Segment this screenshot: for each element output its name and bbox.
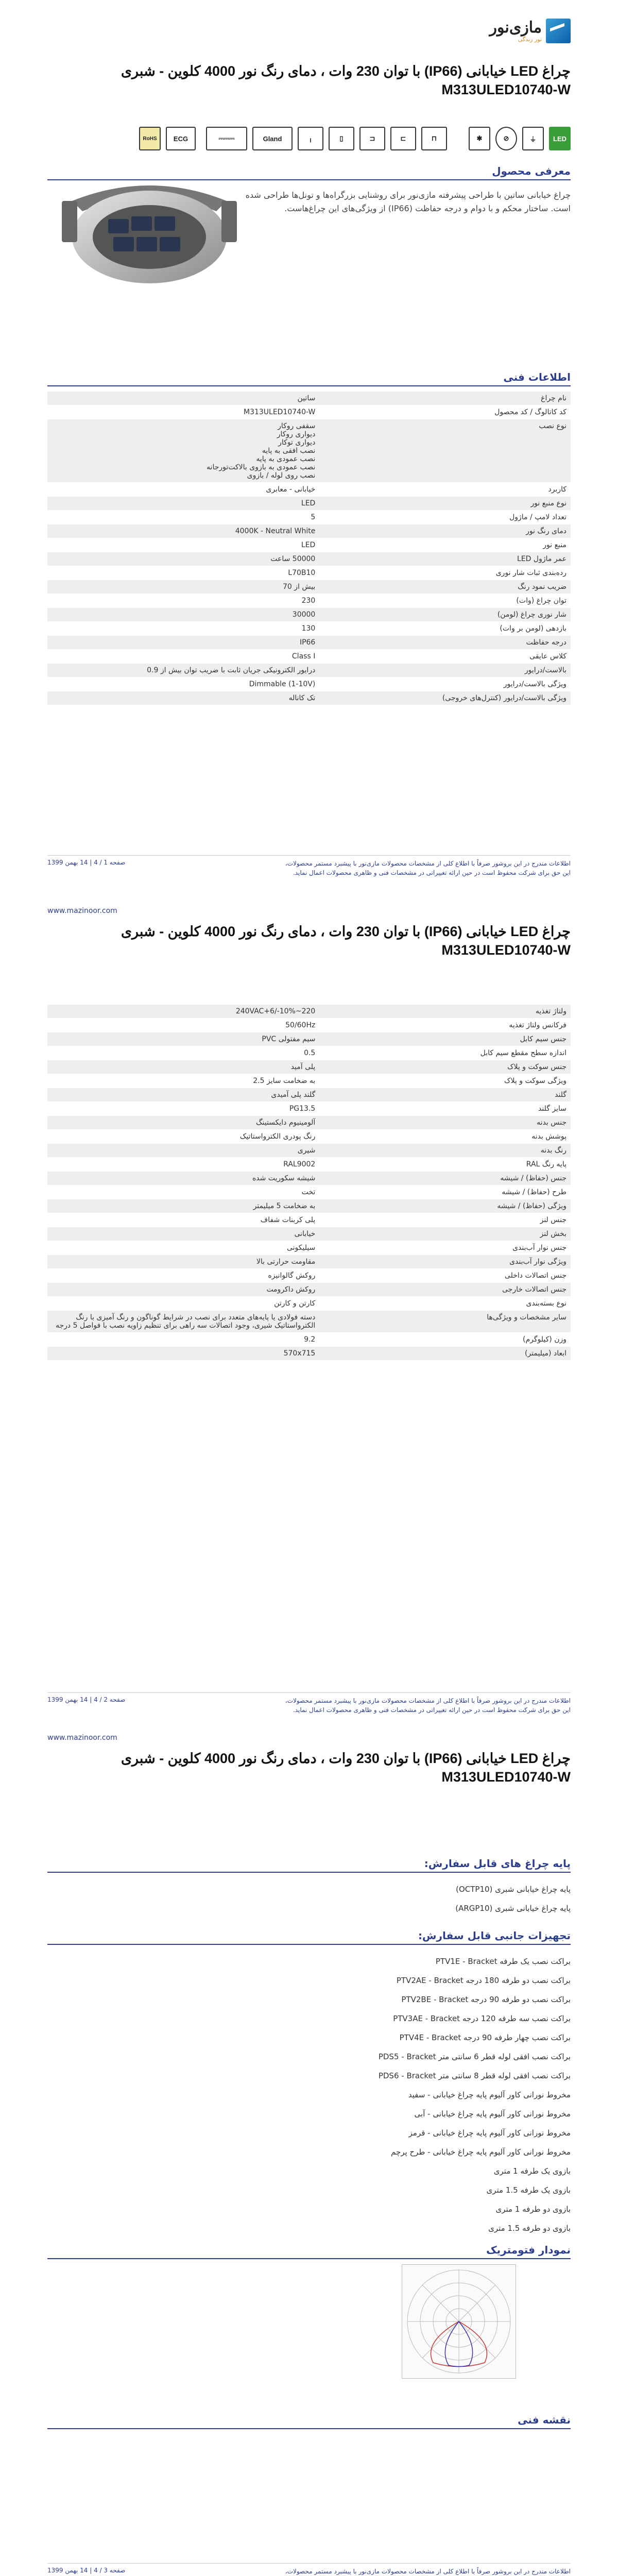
brand-logo xyxy=(457,15,571,46)
spec-row xyxy=(47,1185,571,1199)
list-item: براکت نصب دو طرفه 180 درجه PTV2AE - Bracket xyxy=(396,1976,571,1985)
spec-row xyxy=(47,677,571,691)
spec-value: 9.2 xyxy=(47,1333,319,1347)
spec-key: طرح (حفاظ) / شیشه xyxy=(319,1185,571,1199)
product-image xyxy=(52,165,247,299)
spec-value: 570x715 xyxy=(47,1347,319,1361)
spec-value: روکش داکرومت xyxy=(47,1283,319,1297)
mounting-ceiling-icon: ⊓ xyxy=(421,127,447,150)
spec-value: پلی آمید xyxy=(47,1060,319,1074)
spec-row xyxy=(47,1116,571,1130)
spec-key: جنس اتصالات داخلی xyxy=(319,1269,571,1283)
list-item: بازوی یک طرفه 1 متری xyxy=(493,2166,571,2176)
list-item: بازوی دو طرفه 1 متری xyxy=(495,2205,571,2214)
spec-row xyxy=(47,1333,571,1347)
base-order-heading: پایه چراغ های قابل سفارش: xyxy=(47,1857,571,1873)
spec-row xyxy=(47,566,571,580)
spec-row xyxy=(47,1241,571,1255)
list-item: براکت نصب چهار طرفه 90 درجه PTV4E - Bracket xyxy=(399,2033,571,2042)
spec-value: LED xyxy=(47,497,319,511)
spec-key: بالاست/درایور xyxy=(319,664,571,677)
spec-table-1 xyxy=(47,392,571,705)
spec-row xyxy=(47,650,571,664)
brand-name: مازی‌نور xyxy=(489,19,542,37)
spec-key: منبع نور xyxy=(319,538,571,552)
spec-row xyxy=(47,1102,571,1116)
spec-key: نام چراغ xyxy=(319,392,571,405)
spec-key: پوشش بدنه xyxy=(319,1130,571,1144)
spec-key: رده‌بندی ثبات شار نوری xyxy=(319,566,571,580)
spec-row xyxy=(47,1005,571,1019)
spec-value: 4000K - Neutral White xyxy=(47,524,319,538)
spec-key: بازدهی (لومن بر وات) xyxy=(319,622,571,636)
gland-icon: Gland xyxy=(252,127,293,150)
spec-value: کارتن و کارتن xyxy=(47,1297,319,1311)
spec-row xyxy=(47,511,571,524)
spec-row xyxy=(47,1158,571,1172)
spec-key: تعداد لامپ / ماژول xyxy=(319,511,571,524)
spec-row xyxy=(47,1074,571,1088)
spec-row xyxy=(47,1046,571,1060)
spec-value: به ضخامت 5 میلیمتر xyxy=(47,1199,319,1213)
spec-row xyxy=(47,1144,571,1158)
spec-key: جنس سوکت و پلاک xyxy=(319,1060,571,1074)
spec-value: بیش از 70 xyxy=(47,580,319,594)
spec-row xyxy=(47,691,571,705)
product-title: چراغ LED خیابانی (IP66) با توان 230 وات ، دمای رنگ نور 4000 کلوین - شبری M313ULED10740-W xyxy=(121,1751,571,1785)
list-item: پایه چراغ خیابانی شبری (ARGP10) xyxy=(455,1904,571,1913)
page-number: صفحه 1 / 4 | 14 بهمن 1399 xyxy=(47,859,126,866)
spec-value: سقفی روکار دیواری روکار دیواری توکار نصب افقی به پایه نصب عمودی به پایه نصب عمودی به بازوی بالاکت‌تورجانه نصب روی لوله / بازوی xyxy=(47,419,319,483)
spec-value: تخت xyxy=(47,1185,319,1199)
spec-row xyxy=(47,1130,571,1144)
mounting-wall-icon: ⊐ xyxy=(390,127,416,150)
spec-value: 30000 xyxy=(47,608,319,622)
drawing-heading: نقشه فنی xyxy=(47,2414,571,2429)
spec-row xyxy=(47,1347,571,1361)
spec-row xyxy=(47,608,571,622)
spec-key: ویژگی نوار آب‌بندی xyxy=(319,1255,571,1269)
spec-key: شار نوری چراغ (لومن) xyxy=(319,608,571,622)
photometric-chart xyxy=(402,2264,516,2379)
spec-row xyxy=(47,1213,571,1227)
list-item: براکت نصب افقی لوله قطر 6 سانتی متر PDS5 - Bracket xyxy=(378,2052,571,2061)
spec-value: Dimmable (1-10V) xyxy=(47,677,319,691)
product-title: چراغ LED خیابانی (IP66) با توان 230 وات ، دمای رنگ نور 4000 کلوین - شبری M313ULED10740-W xyxy=(121,63,571,97)
spec-table-2 xyxy=(47,1005,571,1361)
tech-heading: اطلاعات فنی xyxy=(47,371,571,386)
spec-key: کاربرد xyxy=(319,483,571,497)
spec-row xyxy=(47,1227,571,1241)
intro-heading: معرفی محصول xyxy=(47,165,571,180)
base-order-list xyxy=(262,1880,571,1918)
spec-key: ضریب نمود رنگ xyxy=(319,580,571,594)
page-2 xyxy=(0,907,618,1762)
footer-note: اطلاعات مندرج در این بروشور صرفاً با اطلاع کلی از مشخصات محصولات مازی‌نور با پیشبرد مستمر محصولات، این حق برای شرکت محفوظ است در حین ارائه تغییراتی در مشخصات فنی و ظاهری محصولات اعمال نماید. xyxy=(285,860,571,876)
spec-key: عمر ماژول LED xyxy=(319,552,571,566)
spec-key: بخش لنز xyxy=(319,1227,571,1241)
spec-row xyxy=(47,419,571,483)
spec-row xyxy=(47,636,571,650)
spec-value: مقاومت حرارتی بالا xyxy=(47,1255,319,1269)
page-number: صفحه 3 / 4 | 14 بهمن 1399 xyxy=(47,2567,126,2574)
site-url[interactable]: www.mazinoor.com xyxy=(47,907,117,915)
spec-key: دمای رنگ نور xyxy=(319,524,571,538)
spec-key: نوع بسته‌بندی xyxy=(319,1297,571,1311)
spec-key: رنگ بدنه xyxy=(319,1144,571,1158)
spec-value: 220~240VAC+6/-10% xyxy=(47,1005,319,1019)
led-icon: LED xyxy=(549,127,571,150)
list-item: براکت نصب یک طرفه PTV1E - Bracket xyxy=(435,1957,571,1966)
spec-key: جنس اتصالات خارجی xyxy=(319,1283,571,1297)
spec-value: خیابانی xyxy=(47,1227,319,1241)
class1-icon: ✱ xyxy=(469,127,490,150)
cable-icon: ⎓⎓⎓ xyxy=(206,127,247,150)
spec-key: ویژگی (حفاظ) / شیشه xyxy=(319,1199,571,1213)
spec-key: وزن (کیلوگرم) xyxy=(319,1333,571,1347)
page-footer-2 xyxy=(47,1692,571,1724)
rohs-icon: RoHS xyxy=(139,127,161,150)
spec-row xyxy=(47,1172,571,1185)
spec-value: شیشه سکوریت شده xyxy=(47,1172,319,1185)
list-item: بازوی دو طرفه 1.5 متری xyxy=(488,2224,571,2233)
spec-value: L70B10 xyxy=(47,566,319,580)
spec-value: 230 xyxy=(47,594,319,608)
list-item: مخروط نورانی کاور آلیوم پایه چراغ خیابانی - سفید xyxy=(408,2090,571,2099)
product-title: چراغ LED خیابانی (IP66) با توان 230 وات ، دمای رنگ نور 4000 کلوین - شبری M313ULED10740-W xyxy=(121,924,571,958)
spec-value: 0.5 xyxy=(47,1046,319,1060)
spec-key: جنس بدنه xyxy=(319,1116,571,1130)
page-number: صفحه 2 / 4 | 14 بهمن 1399 xyxy=(47,1696,126,1703)
page-1 xyxy=(0,0,618,907)
footer-note: اطلاعات مندرج در این بروشور صرفاً با اطلاع کلی از مشخصات محصولات مازی‌نور با پیشبرد مستمر محصولات، xyxy=(285,2568,571,2575)
spec-key: ویژگی بالاست/درایور (کنترل‌های خروجی) xyxy=(319,691,571,705)
spec-value: 5 xyxy=(47,511,319,524)
list-item: پایه چراغ خیابانی شبری (OCTP10) xyxy=(456,1885,571,1894)
spec-value: به ضخامت سایز 2.5 xyxy=(47,1074,319,1088)
spec-value: PG13.5 xyxy=(47,1102,319,1116)
spec-value: RAL9002 xyxy=(47,1158,319,1172)
spec-value: روکش گالوانیزه xyxy=(47,1269,319,1283)
spec-value: 50/60Hz xyxy=(47,1019,319,1032)
list-item: براکت نصب دو طرفه 90 درجه PTV2BE - Bracket xyxy=(401,1995,571,2004)
spec-value: پلی کربنات شفاف xyxy=(47,1213,319,1227)
spec-key: سایر مشخصات و ویژگی‌ها xyxy=(319,1311,571,1333)
spec-row xyxy=(47,524,571,538)
ecg-icon: ECG xyxy=(166,127,196,150)
mounting-vertical-icon: ▯ xyxy=(329,127,354,150)
spec-key: ابعاد (میلیمتر) xyxy=(319,1347,571,1361)
spec-value: گلند پلی آمیدی xyxy=(47,1088,319,1102)
spec-row xyxy=(47,483,571,497)
accessories-heading: تجهیزات جانبی قابل سفارش: xyxy=(47,1929,571,1945)
spec-value: شیری xyxy=(47,1144,319,1158)
spec-row xyxy=(47,1019,571,1032)
spec-row xyxy=(47,552,571,566)
spec-key: ویژگی سوکت و پلاک xyxy=(319,1074,571,1088)
spec-value: خیابانی - معابری xyxy=(47,483,319,497)
spec-key: نوع منبع نور xyxy=(319,497,571,511)
accessories-list xyxy=(262,1952,571,2238)
spec-key: جنس لنز xyxy=(319,1213,571,1227)
spec-row xyxy=(47,392,571,405)
mounting-pole-icon: ⊏ xyxy=(359,127,385,150)
spec-key: سایز گلند xyxy=(319,1102,571,1116)
list-item: مخروط نورانی کاور آلیوم پایه چراغ خیابانی - آبی xyxy=(414,2109,571,2119)
spec-key: پایه رنگ RAL xyxy=(319,1158,571,1172)
spec-key: اندازه سطح مقطع سیم کابل xyxy=(319,1046,571,1060)
brand-mark-icon xyxy=(546,19,571,43)
spec-key: نوع نصب xyxy=(319,419,571,483)
page-footer-1 xyxy=(47,855,571,887)
spec-value: ساتین xyxy=(47,392,319,405)
spec-key: جنس سیم کابل xyxy=(319,1032,571,1046)
spec-row xyxy=(47,1032,571,1046)
footer-note: اطلاعات مندرج در این بروشور صرفاً با اطلاع کلی از مشخصات محصولات مازی‌نور با پیشبرد مستمر محصولات، این حق برای شرکت محفوظ است در حین ارائه تغییراتی در مشخصات فنی و ظاهری محصولات اعمال نماید. xyxy=(285,1697,571,1714)
spec-value: IP66 xyxy=(47,636,319,650)
brand-tagline: نور زندگی xyxy=(518,36,542,43)
spec-key: کلاس عایقی xyxy=(319,650,571,664)
list-item: براکت نصب سه طرفه 120 درجه PTV3AE - Bracket xyxy=(393,2014,571,2023)
spec-row xyxy=(47,1269,571,1283)
spec-value: 130 xyxy=(47,622,319,636)
spec-value: تک کاناله xyxy=(47,691,319,705)
page-3 xyxy=(0,1734,618,2576)
spec-value: سیم مفتولی PVC xyxy=(47,1032,319,1046)
spec-key: ولتاژ تغذیه xyxy=(319,1005,571,1019)
spec-value: M313ULED10740-W xyxy=(47,405,319,419)
spec-value: 50000 ساعت xyxy=(47,552,319,566)
spec-row xyxy=(47,497,571,511)
list-item: مخروط نورانی کاور آلیوم پایه چراغ خیابانی - قرمز xyxy=(408,2128,571,2138)
spec-value: دسته فولادی یا پایه‌های متعدد برای نصب در شرایط گوناگون و رنگ آمیزی با رنگ الکترواستاتیک شیری، وجود اتصالات سه راهی برای تنظیم زاویه نصب با فواصل 5 درجه xyxy=(47,1311,319,1333)
spec-row xyxy=(47,1297,571,1311)
spec-value: رنگ پودری الکترواستاتیک xyxy=(47,1130,319,1144)
spec-key: جنس (حفاظ) / شیشه xyxy=(319,1172,571,1185)
spec-row xyxy=(47,1060,571,1074)
list-item: براکت نصب افقی لوله قطر 8 سانتی متر PDS6 - Bracket xyxy=(378,2071,571,2080)
spec-row xyxy=(47,1088,571,1102)
photometric-heading: نمودار فتومتریک xyxy=(47,2244,571,2259)
spec-key: توان چراغ (وات) xyxy=(319,594,571,608)
spec-key: ویژگی بالاست/درایور xyxy=(319,677,571,691)
intro-text: چراغ خیابانی ساتین با طراحی پیشرفته مازی‌نور برای روشنایی بزرگراه‌ها و تونل‌ها طراحی شده است. ساختار محکم و با دوام و درجه حفاظت (IP66) از ویژگی‌های این چراغ‌هاست. xyxy=(245,190,571,213)
spec-row xyxy=(47,538,571,552)
spec-row xyxy=(47,1311,571,1333)
spec-key: فرکانس ولتاژ تغذیه xyxy=(319,1019,571,1032)
site-url[interactable]: www.mazinoor.com xyxy=(47,1734,117,1742)
mounting-bracket-icon: ╷ xyxy=(298,127,323,150)
spec-value: آلومینیوم دایکستینگ xyxy=(47,1116,319,1130)
ip66-icon: ⊘ xyxy=(495,127,517,150)
spec-key: درجه حفاظت xyxy=(319,636,571,650)
list-item: مخروط نورانی کاور آلیوم پایه چراغ خیابانی - طرح پرچم xyxy=(391,2147,571,2157)
spec-row xyxy=(47,664,571,677)
spec-row xyxy=(47,1283,571,1297)
certification-icons xyxy=(47,127,571,152)
spec-row xyxy=(47,594,571,608)
spec-row xyxy=(47,580,571,594)
spec-row xyxy=(47,405,571,419)
spec-row xyxy=(47,1255,571,1269)
spec-value: درایور الکترونیکی جریان ثابت با ضریب توان بیش از 0.9 xyxy=(47,664,319,677)
spec-key: جنس نوار آب‌بندی xyxy=(319,1241,571,1255)
spec-value: LED xyxy=(47,538,319,552)
list-item: بازوی یک طرفه 1.5 متری xyxy=(486,2185,571,2195)
ground-icon: ⏚ xyxy=(522,127,544,150)
page-footer-3 xyxy=(47,2563,571,2576)
spec-row xyxy=(47,622,571,636)
spec-value: سیلیکونی xyxy=(47,1241,319,1255)
spec-key: کد کاتالوگ / کد محصول xyxy=(319,405,571,419)
spec-value: Class I xyxy=(47,650,319,664)
spec-row xyxy=(47,1199,571,1213)
spec-key: گلند xyxy=(319,1088,571,1102)
